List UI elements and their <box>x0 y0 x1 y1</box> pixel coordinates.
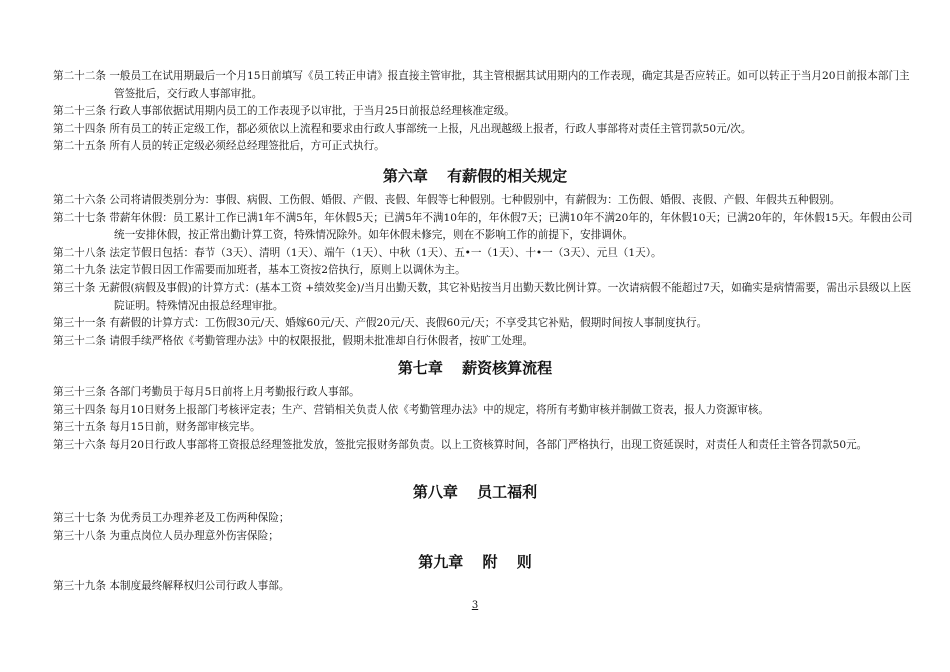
article-34: 第三十四条 每月10日财务上报部门考核评定表；生产、营销相关负责人依《考勤管理办法》中的规定，将所有考勤审核并制做工资表，报人力资源审核。 <box>53 403 770 416</box>
chapter-8-body <box>53 510 913 545</box>
article-37: 第三十七条 为优秀员工办理养老及工伤两种保险； <box>53 512 290 524</box>
article-27: 第二十七条 带薪年休假：员工累计工作已满1年不满5年，年休假5天；已满5年不满10年的，年休假7天；已满10年不满20年的，年休假10天；已满20年的，年休假15天。年假由公司统一安排休假，按正常出勤计算工资，特殊情况除外。如年休假未修完，则在不影响工作的前提下，安排调休。 <box>53 211 913 242</box>
article-26: 第二十六条 公司将请假类别分为：事假、病假、工伤假、婚假、产假、丧假、年假等七种假别。七种假别中，有薪假为：工伤假、婚假、丧假、产假、年假共五种假别。 <box>53 194 841 206</box>
article-33: 第三十三条 各部门考勤员于每月5日前将上月考勤报行政人事部。 <box>53 386 360 398</box>
article-31: 第三十一条 有薪假的计算方式：工伤假30元/天、婚嫁60元/天、产假20元/天、丧假60元/天；不享受其它补贴，假期时间按人事制度执行。 <box>53 317 708 330</box>
article-30: 第三十条 无薪假(病假及事假)的计算方式：(基本工资 +绩效奖金)/当月出勤天数，其它补贴按当月出勤天数比例计算。一次请病假不能超过7天，如确实是病情需要，需出示县级以上医院证明。特殊情况由报总经理审批。 <box>53 281 912 312</box>
article-38: 第三十八条 为重点岗位人员办理意外伤害保险； <box>53 529 279 542</box>
chapter-9-body <box>53 578 913 596</box>
section-probation <box>53 68 913 156</box>
chapter-6-body <box>53 192 913 350</box>
chapter-8-title: 第八章 员工福利 <box>412 483 538 501</box>
article-35: 第三十五条 每月15日前，财务部审核完毕。 <box>53 421 261 434</box>
article-23: 第二十三条 行政人事部依据试用期内员工的工作表现予以审批，于当月25日前报总经理核准定级。 <box>53 105 515 118</box>
chapter-7-body <box>53 384 913 454</box>
article-24: 第二十四条 所有员工的转正定级工作，都必须依以上流程和要求由行政人事部统一上报，凡出现越级上报者，行政人事部将对责任主管罚款50元/次。 <box>53 122 752 135</box>
page-number: 3 <box>471 600 479 611</box>
article-25: 第二十五条 所有人员的转正定级必须经总经理签批后，方可正式执行。 <box>53 140 385 153</box>
article-32: 第三十二条 请假手续严格依《考勤管理办法》中的权限报批，假期未批准却自行休假者，按旷工处理。 <box>53 334 534 347</box>
article-29: 第二十九条 法定节假日因工作需要而加班者，基本工资按2倍执行，原则上以调休为主。 <box>53 264 466 277</box>
chapter-6-title: 第六章 有薪假的相关规定 <box>382 167 568 185</box>
article-22: 第二十二条 一般员工在试用期最后一个月15日前填写《员工转正申请》报直接主管审批，其主管根据其试用期内的工作表现，确定其是否应转正。如可以转正于当月20日前报本部门主管签批后，交行政人事部审批。 <box>53 70 910 100</box>
article-28: 第二十八条 法定节假日包括：春节（3天）、清明（1天）、端午（1天）、中秋（1天）、五•一（1天）、十•一（3天）、元旦（1天）。 <box>53 246 662 259</box>
chapter-7-title: 第七章 薪资核算流程 <box>397 359 553 377</box>
article-36: 第三十六条 每月20日行政人事部将工资报总经理签批发放，签批完报财务部负责。以上工资核算时间，各部门严格执行，出现工资延误时，对责任人和责任主管各罚款50元。 <box>53 438 868 451</box>
chapter-9-title: 第九章 附 则 <box>418 553 532 571</box>
article-39: 第三十九条 本制度最终解释权归公司行政人事部。 <box>53 580 290 592</box>
